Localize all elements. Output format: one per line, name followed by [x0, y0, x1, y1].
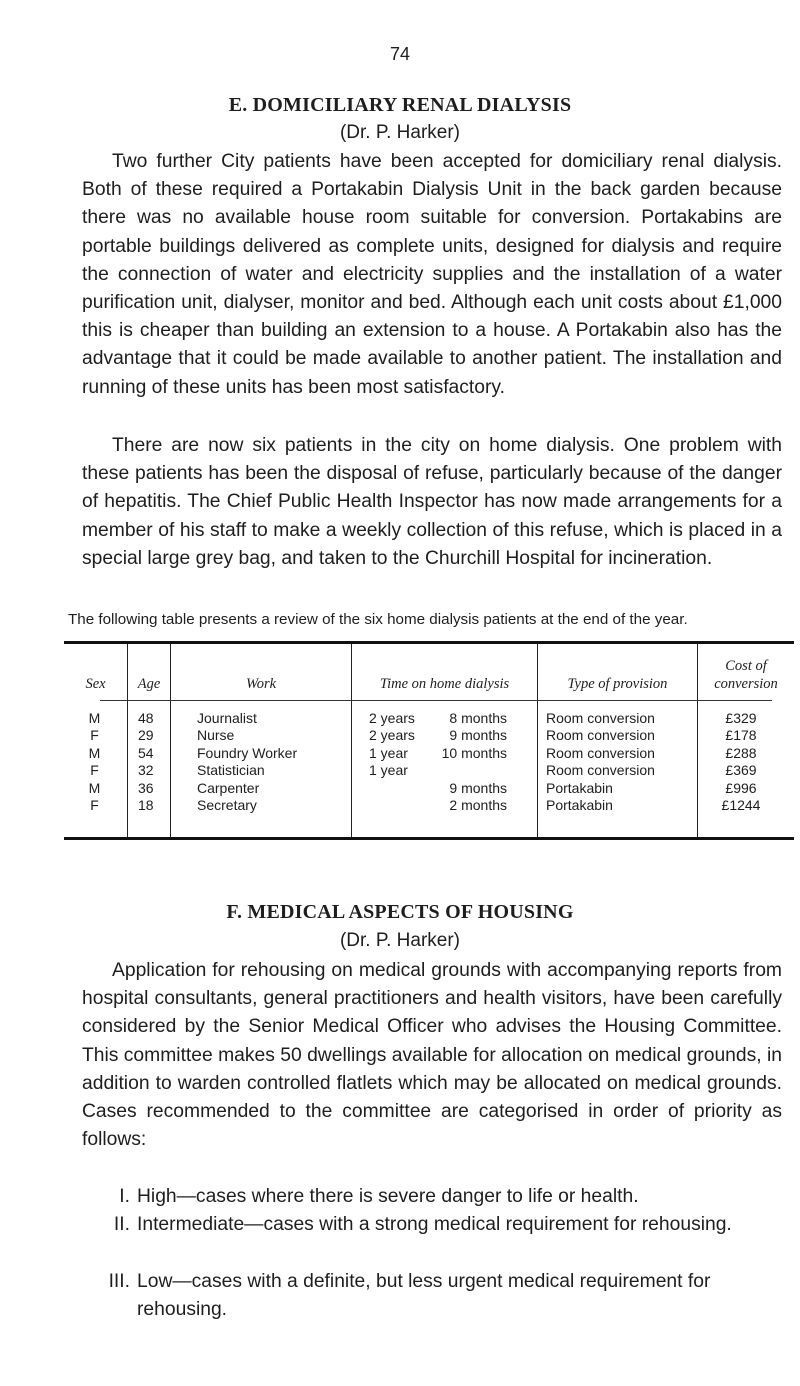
- table-header-rule: [100, 700, 772, 701]
- table-caption: The following table presents a review of the six home dialysis patients at the end of the year.: [68, 611, 688, 628]
- table-column-divider: [170, 644, 171, 838]
- column-work: Journalist Nurse Foundry Worker Statistician Carpenter Secretary: [197, 710, 298, 814]
- priority-text: Low—cases with a definite, but less urgent medical requirement for rehousing.: [137, 1271, 711, 1321]
- column-time-months: 8 months 9 months 10 months 9 months 2 months: [441, 710, 507, 814]
- column-cost-of-conversion: £329 £178 £288 £369 £996 £1244: [721, 710, 761, 814]
- header-cost-line-2: conversion: [714, 676, 778, 692]
- section-e-paragraph-2: There are now six patients in the city on home dialysis. One problem with these patients has been the disposal of refuse, particularly because of the danger of hepatitis. The Chief Public Health Inspector has now made arrangements for a member of his staff to make a weekly collection of this refuse, which is placed in a special large grey bag, and taken to the Churchill Hospital for incineration.: [82, 435, 782, 569]
- priority-numeral: II.: [113, 1214, 130, 1235]
- header-sex: Sex: [85, 676, 106, 692]
- priority-text: High—cases where there is severe danger to life or health.: [137, 1186, 639, 1207]
- section-e-paragraph-1: Two further City patients have been accepted for domiciliary renal dialysis. Both of these required a Portakabin Dialysis Unit in the back garden because there was no available house room suitable for conversion. Portakabins are portable buildings delivered as complete units, designed for dialysis and require the connection of water and electricity supplies and the installation of a water purification unit, dialyser, monitor and bed. Although each unit costs about £1,000 this is cheaper than building an extension to a house. A Portakabin also has the advantage that it could be made available to another patient. The installation and running of these units has been most satisfactory.: [82, 151, 782, 398]
- header-work: Work: [245, 676, 277, 692]
- page-number: 74: [389, 44, 411, 64]
- priority-item-intermediate: [82, 1211, 782, 1239]
- section-f-paragraph-1: Application for rehousing on medical grounds with accompanying reports from hospital consultants, general practitioners and health visitors, have been carefully considered by the Senior Medical Officer who advises the Housing Committee. This committee makes 50 dwellings available for allocation on medical grounds, in addition to warden controlled flatlets which may be allocated on medical grounds. Cases recommended to the committee are categorised in order of priority as follows:: [82, 960, 782, 1151]
- priority-text: Intermediate—cases with a strong medical requirement for rehousing.: [137, 1214, 732, 1235]
- priority-item-high: [82, 1183, 782, 1211]
- section-e-heading: E. DOMICILIARY RENAL DIALYSIS: [228, 94, 572, 116]
- column-sex: M F M F M F: [88, 710, 101, 814]
- header-cost-line-1: Cost of: [725, 658, 767, 674]
- table-top-rule: [64, 641, 794, 644]
- column-time-years: 2 years 2 years 1 year 1 year: [369, 710, 415, 779]
- column-age: 48 29 54 32 36 18: [138, 710, 154, 814]
- priority-numeral: III.: [108, 1271, 130, 1292]
- table-column-divider: [351, 644, 352, 838]
- header-age: Age: [137, 676, 161, 692]
- table-column-divider: [127, 644, 128, 838]
- table-bottom-rule: [64, 837, 794, 840]
- column-type-of-provision: Room conversion Room conversion Room conversion Room conversion Portakabin Portakabin: [546, 710, 655, 814]
- priority-item-low: [82, 1268, 782, 1324]
- section-e-author: (Dr. P. Harker): [339, 122, 460, 143]
- table-column-divider: [537, 644, 538, 838]
- header-time-on-home-dialysis: Time on home dialysis: [379, 676, 510, 692]
- section-f-heading: F. MEDICAL ASPECTS OF HOUSING: [226, 901, 574, 923]
- section-f-author: (Dr. P. Harker): [339, 930, 460, 951]
- header-type-of-provision: Type of provision: [567, 676, 668, 692]
- priority-numeral: I.: [119, 1186, 130, 1207]
